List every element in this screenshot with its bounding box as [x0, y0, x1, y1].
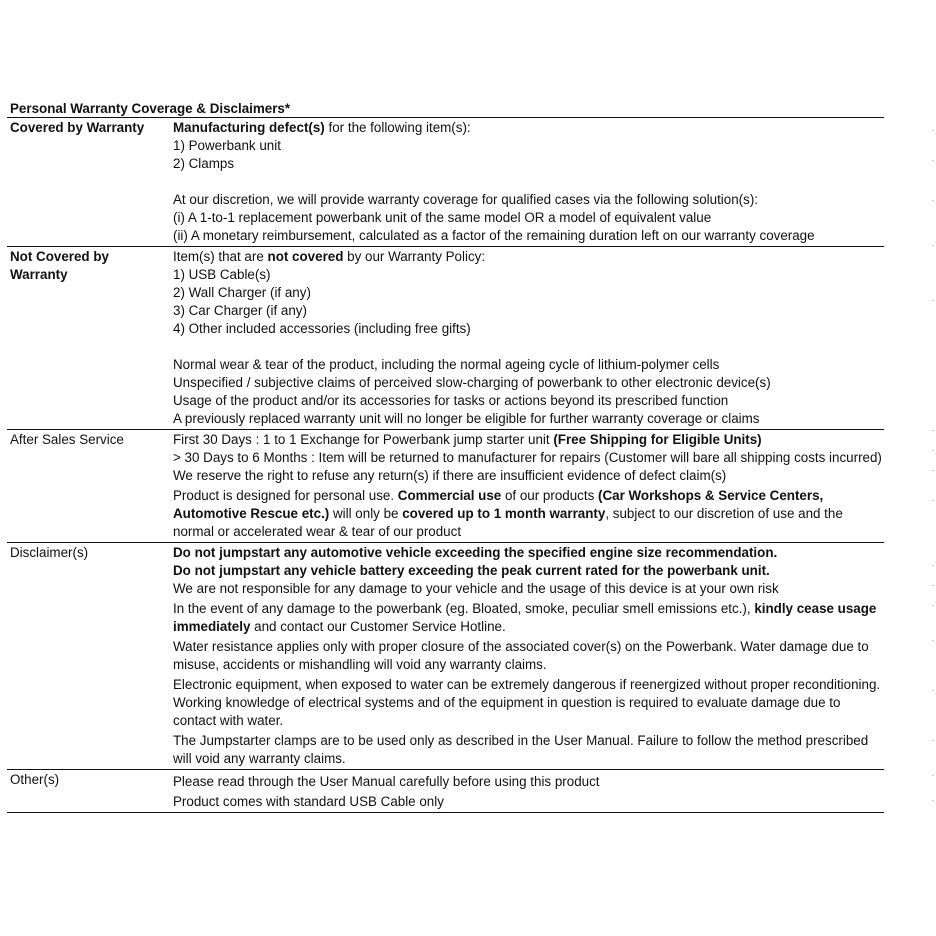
text: by our Warranty Policy:	[343, 249, 486, 264]
edge-artifact	[932, 0, 934, 936]
text: Item(s) that are	[173, 249, 268, 264]
text: In the event of any damage to the powerbank (eg. Bloated, smoke, peculiar smell emissions etc.),	[173, 601, 755, 616]
section-others	[7, 770, 884, 813]
section-covered-by-warranty	[7, 118, 884, 247]
text: will only be	[329, 506, 403, 521]
spacer	[173, 338, 884, 356]
electronic-equipment-disclaimer: Electronic equipment, when exposed to water can be extremely dangerous if reenergized without proper reconditioning. Working knowledge of electrical systems and of the equipment in question is required to evaluate damage due to contact with water.	[173, 677, 881, 728]
warranty-document	[7, 101, 884, 813]
engine-size-warning	[173, 544, 884, 562]
refusal-policy: We reserve the right to refuse any return(s) if there are insufficient evidence of defect claim(s)	[173, 468, 727, 483]
not-covered-intro	[173, 248, 884, 266]
section-label: Disclaimer(s)	[10, 545, 89, 560]
section-content	[173, 118, 884, 246]
emphasis: Do not jumpstart any automotive vehicle exceeding the specified engine size recommendation.	[173, 545, 778, 560]
solution-item: (i) A 1-to-1 replacement powerbank unit of the same model OR a model of equivalent value	[173, 210, 712, 225]
condition-item: A previously replaced warranty unit will no longer be eligible for further warranty coverage or claims	[173, 411, 760, 426]
section-after-sales-service	[7, 430, 884, 543]
section-label: After Sales Service	[10, 432, 124, 447]
condition-item: Unspecified / subjective claims of perceived slow-charging of powerbank to other electronic device(s)	[173, 375, 771, 390]
emphasis: Do not jumpstart any vehicle battery exceeding the peak current rated for the powerbank unit.	[173, 563, 770, 578]
responsibility-disclaimer: We are not responsible for any damage to your vehicle and the usage of this device is at your own risk	[173, 581, 779, 596]
text: and contact our Customer Service Hotline.	[250, 619, 506, 634]
peak-current-warning	[173, 562, 884, 580]
list-item: 4) Other included accessories (including free gifts)	[173, 321, 471, 336]
read-manual-note: Please read through the User Manual carefully before using this product	[173, 774, 600, 789]
section-disclaimers	[7, 543, 884, 770]
list-item: 1) USB Cable(s)	[173, 267, 271, 282]
clamps-disclaimer: The Jumpstarter clamps are to be used only as described in the User Manual. Failure to follow the method prescribed will void any warranty claims.	[173, 733, 869, 766]
list-item: 3) Car Charger (if any)	[173, 303, 307, 318]
usb-cable-note: Product comes with standard USB Cable only	[173, 794, 444, 809]
text: , subject to our discretion of use and the normal or accelerated wear & tear of our product	[173, 506, 843, 539]
emphasis: Commercial use	[397, 488, 502, 503]
text: First 30 Days : 1 to 1 Exchange for Powerbank jump starter unit	[173, 432, 554, 447]
section-label: Covered by Warranty	[10, 120, 145, 135]
label-line: Not Covered by	[10, 249, 109, 264]
text: for the following item(s):	[324, 120, 471, 135]
solution-item: (ii) A monetary reimbursement, calculated as a factor of the remaining duration left on our warranty coverage	[173, 228, 815, 243]
section-content	[173, 247, 884, 429]
section-content	[173, 770, 884, 812]
section-content	[173, 543, 884, 769]
discretion-text: At our discretion, we will provide warranty coverage for qualified cases via the following solution(s):	[173, 192, 758, 207]
condition-item: Usage of the product and/or its accessories for tasks or actions beyond its prescribed function	[173, 393, 729, 408]
document-title: Personal Warranty Coverage & Disclaimers*	[7, 101, 884, 118]
text: Product is designed for personal use.	[173, 488, 398, 503]
spacer	[173, 173, 884, 191]
text: of our products	[501, 488, 599, 503]
list-item: 2) Wall Charger (if any)	[173, 285, 311, 300]
condition-item: Normal wear & tear of the product, including the normal ageing cycle of lithium-polymer cells	[173, 357, 720, 372]
section-not-covered	[7, 247, 884, 430]
list-item: 1) Powerbank unit	[173, 138, 281, 153]
emphasis: (Free Shipping for Eligible Units)	[553, 432, 762, 447]
water-resistance-disclaimer: Water resistance applies only with proper closure of the associated cover(s) on the Powerbank. Water damage due to misuse, accidents or mishandling will void any warranty claims.	[173, 639, 869, 672]
emphasis: (Car Workshops & Service Centers, Automotive Rescue etc.)	[173, 488, 824, 521]
exchange-policy	[173, 431, 884, 449]
commercial-use-policy	[173, 487, 884, 541]
emphasis: kindly cease usage immediately	[173, 601, 877, 634]
emphasis: covered up to 1 month warranty	[402, 506, 606, 521]
section-label: Other(s)	[10, 772, 60, 787]
repair-policy: > 30 Days to 6 Months : Item will be returned to manufacturer for repairs (Customer will bare all shipping costs incurred)	[173, 450, 882, 465]
damage-disclaimer	[173, 600, 884, 636]
covered-intro	[173, 119, 884, 137]
list-item: 2) Clamps	[173, 156, 235, 171]
section-content	[173, 430, 884, 542]
emphasis: Manufacturing defect(s)	[173, 120, 325, 135]
emphasis: not covered	[267, 249, 344, 264]
label-line: Warranty	[10, 267, 68, 282]
section-label	[7, 247, 173, 429]
